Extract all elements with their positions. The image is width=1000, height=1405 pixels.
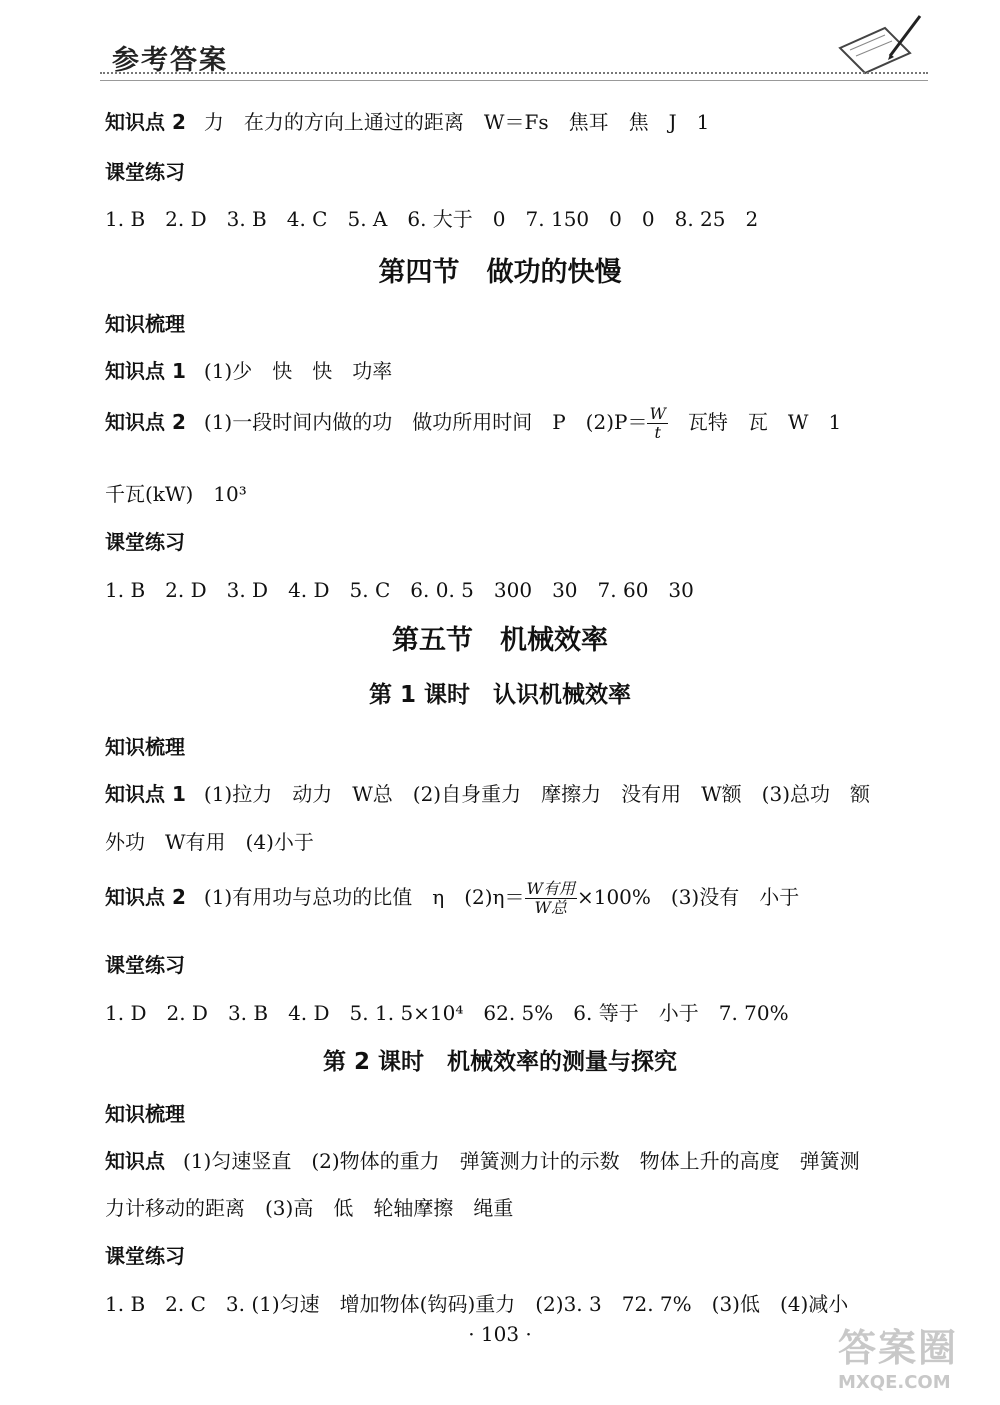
section-title-4: 第四节 做功的快慢 — [378, 257, 622, 288]
section-label-knowledge: 知识梳理 — [105, 312, 185, 336]
section-label-practice: 课堂练习 — [105, 530, 185, 554]
kp-label: 知识点 — [105, 1149, 165, 1173]
fraction-numerator: W有用 — [526, 879, 575, 898]
header-title: 参考答案 — [112, 45, 228, 76]
fraction-formula — [647, 405, 667, 442]
answer-line: 1. B 2. C 3. (1)匀速 增加物体(钩码)重力 (2)3. 3 72. 7% (3)低 (4)减小 — [105, 1292, 849, 1316]
fraction-formula — [525, 880, 577, 917]
section-label-knowledge: 知识梳理 — [105, 735, 185, 759]
pencil-notepad-icon — [830, 8, 930, 78]
fraction-numerator: W — [649, 404, 666, 423]
fraction-denominator: t — [654, 423, 661, 442]
watermark-logo: 答案圈 — [838, 1326, 959, 1370]
kp-label: 知识点 1 — [105, 359, 186, 383]
answer-line: 千瓦(kW) 10³ — [105, 482, 247, 506]
section-label-knowledge: 知识梳理 — [105, 1102, 185, 1126]
kp-text: (1)拉力 动力 W总 (2)自身重力 摩擦力 没有用 W额 (3)总功 额 — [203, 782, 870, 806]
line-knowledge-point-2 — [105, 106, 709, 135]
kp-label: 知识点 1 — [105, 782, 186, 806]
answer-line: 力计移动的距离 (3)高 低 轮轴摩擦 绳重 — [105, 1196, 514, 1220]
line-knowledge-point — [105, 1145, 860, 1174]
section-label-practice: 课堂练习 — [105, 953, 185, 977]
header-rule — [100, 72, 928, 81]
kp-label: 知识点 2 — [105, 410, 186, 434]
answer-line: 1. D 2. D 3. B 4. D 5. 1. 5×10⁴ 62. 5% 6. 等于 小于 7. 70% — [105, 1001, 789, 1025]
kp-text: 力 在力的方向上通过的距离 W＝Fs 焦耳 焦 J 1 — [203, 110, 710, 134]
line-knowledge-point-2 — [105, 405, 841, 442]
kp-text: ×100% (3)没有 小于 — [576, 885, 800, 909]
section-title-5: 第五节 机械效率 — [392, 625, 608, 656]
page-number: · 103 · — [468, 1322, 532, 1346]
kp-label: 知识点 2 — [105, 885, 186, 909]
kp-label: 知识点 2 — [105, 110, 186, 134]
watermark-url: MXQE.COM — [838, 1372, 951, 1393]
lesson-title-2: 第 2 课时 机械效率的测量与探究 — [322, 1049, 678, 1075]
watermark — [838, 1317, 988, 1397]
answer-line: 外功 W有用 (4)小于 — [105, 830, 314, 854]
section-label-practice: 课堂练习 — [105, 1244, 185, 1268]
lesson-title-1: 第 1 课时 认识机械效率 — [368, 682, 632, 708]
line-knowledge-point-1 — [105, 778, 870, 807]
section-label-practice: 课堂练习 — [105, 160, 185, 184]
kp-text: (1)有用功与总功的比值 η (2)η＝ — [203, 885, 525, 909]
kp-text: (1)少 快 快 功率 — [203, 359, 393, 383]
answer-line: 1. B 2. D 3. D 4. D 5. C 6. 0. 5 300 30 7. 60 30 — [105, 578, 694, 602]
fraction-denominator: W总 — [534, 898, 567, 917]
line-knowledge-point-2 — [105, 880, 799, 917]
kp-text: 瓦特 瓦 W 1 — [667, 410, 842, 434]
answer-line: 1. B 2. D 3. B 4. C 5. A 6. 大于 0 7. 150 0 0 8. 25 2 — [105, 207, 759, 231]
kp-text: (1)匀速竖直 (2)物体的重力 弹簧测力计的示数 物体上升的高度 弹簧测 — [183, 1149, 860, 1173]
line-knowledge-point-1 — [105, 355, 392, 384]
kp-text: (1)一段时间内做的功 做功所用时间 P (2)P＝ — [203, 410, 648, 434]
